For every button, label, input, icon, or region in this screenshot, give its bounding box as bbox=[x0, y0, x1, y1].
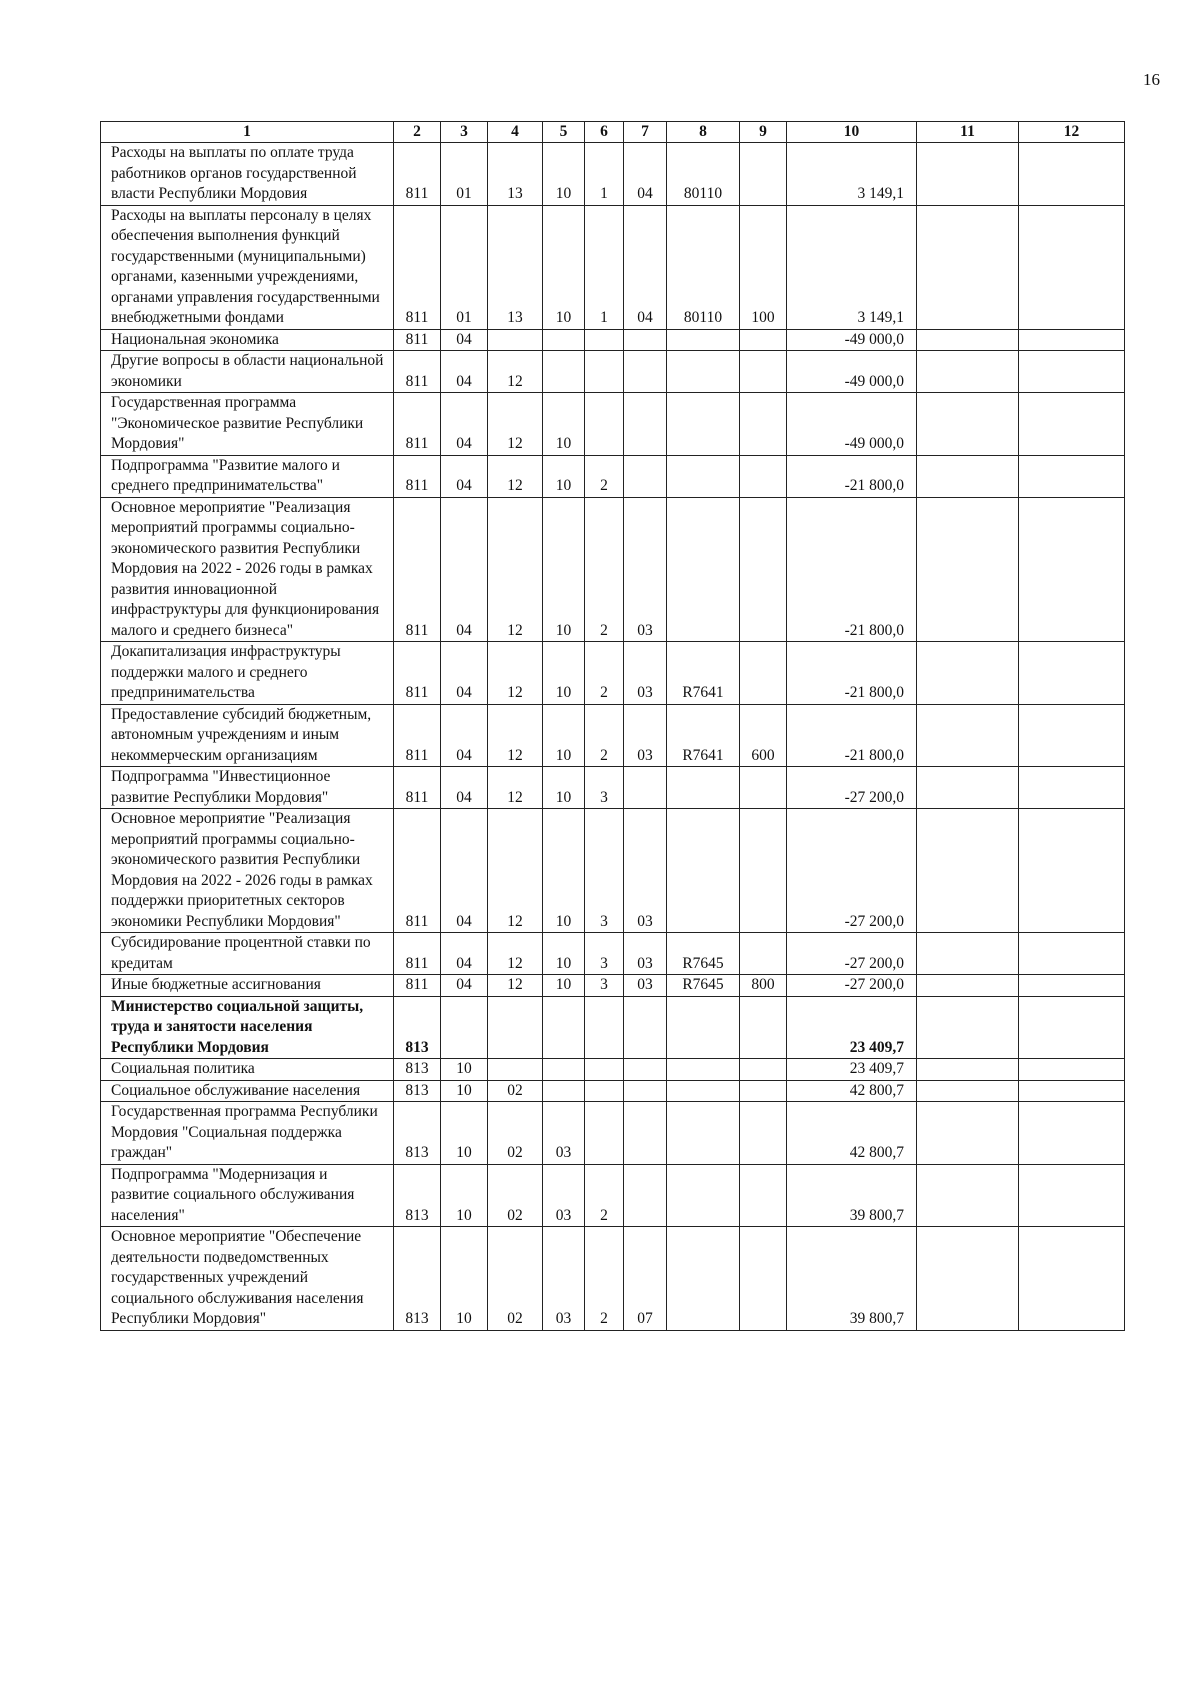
col-10-amount: -21 800,0 bbox=[787, 704, 917, 767]
col-8-direction bbox=[667, 351, 740, 393]
column-header: 11 bbox=[917, 122, 1019, 143]
row-name: Расходы на выплаты по оплате труда работников органов государственной власти Республики Мордовия bbox=[101, 143, 394, 206]
col-6-subprogram: 2 bbox=[585, 642, 624, 705]
col-9-expense-type bbox=[740, 809, 787, 933]
col-7-measure bbox=[624, 767, 667, 809]
col-11-cell bbox=[917, 767, 1019, 809]
col-3-section: 01 bbox=[441, 143, 488, 206]
col-3-section: 04 bbox=[441, 975, 488, 997]
col-7-measure: 03 bbox=[624, 642, 667, 705]
col-6-subprogram: 2 bbox=[585, 497, 624, 642]
table-row bbox=[101, 351, 1125, 393]
col-6-subprogram: 3 bbox=[585, 933, 624, 975]
col-8-direction: R7645 bbox=[667, 975, 740, 997]
col-4-subsection bbox=[488, 1059, 543, 1081]
col-4-subsection: 02 bbox=[488, 1227, 543, 1331]
col-2-admin-code: 811 bbox=[394, 642, 441, 705]
col-2-admin-code: 813 bbox=[394, 1227, 441, 1331]
col-9-expense-type bbox=[740, 497, 787, 642]
col-5-program: 10 bbox=[543, 393, 585, 456]
col-8-direction bbox=[667, 455, 740, 497]
col-8-direction: R7641 bbox=[667, 642, 740, 705]
col-7-measure bbox=[624, 351, 667, 393]
col-5-program: 10 bbox=[543, 642, 585, 705]
col-4-subsection: 12 bbox=[488, 704, 543, 767]
row-name: Основное мероприятие "Реализация мероприятий программы социально-экономического развития Республики Мордовия на 2022 - 2026 годы в рамках поддержки приоритетных секторов экономики Республики Мордовия" bbox=[101, 809, 394, 933]
column-header: 2 bbox=[394, 122, 441, 143]
col-9-expense-type bbox=[740, 642, 787, 705]
col-6-subprogram bbox=[585, 1080, 624, 1102]
col-9-expense-type bbox=[740, 1059, 787, 1081]
col-8-direction: R7641 bbox=[667, 704, 740, 767]
col-2-admin-code: 811 bbox=[394, 704, 441, 767]
table-row bbox=[101, 205, 1125, 329]
col-12-cell bbox=[1019, 975, 1125, 997]
col-4-subsection: 02 bbox=[488, 1164, 543, 1227]
col-7-measure: 03 bbox=[624, 933, 667, 975]
table-row bbox=[101, 767, 1125, 809]
col-9-expense-type bbox=[740, 329, 787, 351]
col-11-cell bbox=[917, 975, 1019, 997]
col-8-direction bbox=[667, 497, 740, 642]
col-4-subsection: 12 bbox=[488, 809, 543, 933]
col-7-measure: 07 bbox=[624, 1227, 667, 1331]
col-8-direction bbox=[667, 1164, 740, 1227]
col-4-subsection: 12 bbox=[488, 642, 543, 705]
col-11-cell bbox=[917, 1227, 1019, 1331]
col-10-amount: 3 149,1 bbox=[787, 205, 917, 329]
col-9-expense-type: 800 bbox=[740, 975, 787, 997]
table-row bbox=[101, 1227, 1125, 1331]
column-header: 7 bbox=[624, 122, 667, 143]
col-11-cell bbox=[917, 704, 1019, 767]
col-3-section: 04 bbox=[441, 767, 488, 809]
col-10-amount: -27 200,0 bbox=[787, 809, 917, 933]
col-4-subsection: 12 bbox=[488, 933, 543, 975]
col-6-subprogram bbox=[585, 351, 624, 393]
table-row bbox=[101, 1102, 1125, 1165]
row-name: Расходы на выплаты персоналу в целях обеспечения выполнения функций государственными (муниципальными) органами, казенными учреждениями, органами управления государственными внебюджетными фондами bbox=[101, 205, 394, 329]
col-4-subsection: 12 bbox=[488, 393, 543, 456]
col-3-section: 04 bbox=[441, 329, 488, 351]
col-8-direction: R7645 bbox=[667, 933, 740, 975]
col-4-subsection: 12 bbox=[488, 351, 543, 393]
table-row bbox=[101, 642, 1125, 705]
column-header: 3 bbox=[441, 122, 488, 143]
col-6-subprogram: 2 bbox=[585, 455, 624, 497]
col-6-subprogram: 2 bbox=[585, 1164, 624, 1227]
col-4-subsection: 02 bbox=[488, 1080, 543, 1102]
col-3-section: 04 bbox=[441, 455, 488, 497]
col-10-amount: -27 200,0 bbox=[787, 975, 917, 997]
table-row bbox=[101, 809, 1125, 933]
col-8-direction bbox=[667, 1059, 740, 1081]
col-5-program: 10 bbox=[543, 205, 585, 329]
col-9-expense-type bbox=[740, 351, 787, 393]
col-9-expense-type bbox=[740, 143, 787, 206]
col-8-direction bbox=[667, 1227, 740, 1331]
table-row bbox=[101, 393, 1125, 456]
col-11-cell bbox=[917, 393, 1019, 456]
col-10-amount: -27 200,0 bbox=[787, 767, 917, 809]
col-11-cell bbox=[917, 329, 1019, 351]
col-2-admin-code: 811 bbox=[394, 497, 441, 642]
col-8-direction bbox=[667, 767, 740, 809]
col-6-subprogram: 1 bbox=[585, 205, 624, 329]
col-3-section: 01 bbox=[441, 205, 488, 329]
col-2-admin-code: 811 bbox=[394, 351, 441, 393]
col-12-cell bbox=[1019, 329, 1125, 351]
col-5-program: 10 bbox=[543, 767, 585, 809]
row-name: Подпрограмма "Модернизация и развитие социального обслуживания населения" bbox=[101, 1164, 394, 1227]
col-5-program: 03 bbox=[543, 1102, 585, 1165]
col-3-section: 04 bbox=[441, 809, 488, 933]
col-4-subsection: 12 bbox=[488, 497, 543, 642]
col-4-subsection: 12 bbox=[488, 767, 543, 809]
col-7-measure: 04 bbox=[624, 143, 667, 206]
col-12-cell bbox=[1019, 996, 1125, 1059]
col-11-cell bbox=[917, 809, 1019, 933]
col-12-cell bbox=[1019, 933, 1125, 975]
col-12-cell bbox=[1019, 1080, 1125, 1102]
col-7-measure bbox=[624, 393, 667, 456]
col-12-cell bbox=[1019, 767, 1125, 809]
col-9-expense-type bbox=[740, 1080, 787, 1102]
table-row bbox=[101, 704, 1125, 767]
col-11-cell bbox=[917, 1164, 1019, 1227]
column-header: 12 bbox=[1019, 122, 1125, 143]
col-10-amount: -21 800,0 bbox=[787, 642, 917, 705]
col-12-cell bbox=[1019, 497, 1125, 642]
table-row bbox=[101, 143, 1125, 206]
row-name: Субсидирование процентной ставки по кредитам bbox=[101, 933, 394, 975]
col-5-program: 03 bbox=[543, 1227, 585, 1331]
table-row bbox=[101, 329, 1125, 351]
col-12-cell bbox=[1019, 143, 1125, 206]
col-2-admin-code: 811 bbox=[394, 933, 441, 975]
col-3-section: 10 bbox=[441, 1059, 488, 1081]
row-name: Другие вопросы в области национальной экономики bbox=[101, 351, 394, 393]
col-5-program bbox=[543, 351, 585, 393]
col-12-cell bbox=[1019, 704, 1125, 767]
col-12-cell bbox=[1019, 1227, 1125, 1331]
col-12-cell bbox=[1019, 455, 1125, 497]
col-2-admin-code: 811 bbox=[394, 329, 441, 351]
col-10-amount: 3 149,1 bbox=[787, 143, 917, 206]
col-5-program bbox=[543, 329, 585, 351]
col-7-measure bbox=[624, 455, 667, 497]
col-6-subprogram: 3 bbox=[585, 809, 624, 933]
page-number: 16 bbox=[1143, 70, 1160, 89]
col-12-cell bbox=[1019, 1102, 1125, 1165]
row-name: Основное мероприятие "Обеспечение деятельности подведомственных государственных учреждений социального обслуживания населения Республики Мордовия" bbox=[101, 1227, 394, 1331]
column-header: 4 bbox=[488, 122, 543, 143]
col-9-expense-type bbox=[740, 1227, 787, 1331]
col-4-subsection: 12 bbox=[488, 975, 543, 997]
col-10-amount: 39 800,7 bbox=[787, 1164, 917, 1227]
col-3-section: 10 bbox=[441, 1227, 488, 1331]
row-name: Социальное обслуживание населения bbox=[101, 1080, 394, 1102]
row-name: Докапитализация инфраструктуры поддержки малого и среднего предпринимательства bbox=[101, 642, 394, 705]
col-12-cell bbox=[1019, 809, 1125, 933]
col-3-section: 10 bbox=[441, 1080, 488, 1102]
col-2-admin-code: 813 bbox=[394, 1059, 441, 1081]
col-8-direction bbox=[667, 329, 740, 351]
col-9-expense-type bbox=[740, 1164, 787, 1227]
col-7-measure bbox=[624, 1059, 667, 1081]
row-name: Государственная программа Республики Мордовия "Социальная поддержка граждан" bbox=[101, 1102, 394, 1165]
col-8-direction bbox=[667, 1080, 740, 1102]
col-10-amount: -49 000,0 bbox=[787, 393, 917, 456]
col-3-section: 10 bbox=[441, 1102, 488, 1165]
col-2-admin-code: 813 bbox=[394, 996, 441, 1059]
col-3-section: 10 bbox=[441, 1164, 488, 1227]
col-7-measure: 04 bbox=[624, 205, 667, 329]
col-11-cell bbox=[917, 497, 1019, 642]
col-2-admin-code: 811 bbox=[394, 205, 441, 329]
col-7-measure bbox=[624, 1164, 667, 1227]
col-6-subprogram: 1 bbox=[585, 143, 624, 206]
col-6-subprogram: 3 bbox=[585, 975, 624, 997]
col-2-admin-code: 811 bbox=[394, 143, 441, 206]
col-8-direction: 80110 bbox=[667, 143, 740, 206]
col-5-program: 10 bbox=[543, 143, 585, 206]
col-4-subsection bbox=[488, 996, 543, 1059]
col-7-measure bbox=[624, 996, 667, 1059]
row-name: Государственная программа "Экономическое развитие Республики Мордовия" bbox=[101, 393, 394, 456]
col-10-amount: 42 800,7 bbox=[787, 1102, 917, 1165]
col-11-cell bbox=[917, 1059, 1019, 1081]
col-9-expense-type bbox=[740, 1102, 787, 1165]
table-body bbox=[101, 143, 1125, 1331]
row-name: Министерство социальной защиты, труда и занятости населения Республики Мордовия bbox=[101, 996, 394, 1059]
col-2-admin-code: 811 bbox=[394, 975, 441, 997]
col-10-amount: 23 409,7 bbox=[787, 996, 917, 1059]
col-2-admin-code: 813 bbox=[394, 1164, 441, 1227]
col-2-admin-code: 813 bbox=[394, 1080, 441, 1102]
table-row bbox=[101, 455, 1125, 497]
column-header: 8 bbox=[667, 122, 740, 143]
col-7-measure bbox=[624, 1080, 667, 1102]
col-6-subprogram bbox=[585, 329, 624, 351]
table-row bbox=[101, 497, 1125, 642]
table-row bbox=[101, 996, 1125, 1059]
col-11-cell bbox=[917, 933, 1019, 975]
col-2-admin-code: 813 bbox=[394, 1102, 441, 1165]
col-3-section: 04 bbox=[441, 642, 488, 705]
col-9-expense-type bbox=[740, 393, 787, 456]
col-11-cell bbox=[917, 1080, 1019, 1102]
col-5-program: 10 bbox=[543, 809, 585, 933]
column-header: 9 bbox=[740, 122, 787, 143]
col-6-subprogram: 2 bbox=[585, 704, 624, 767]
col-12-cell bbox=[1019, 393, 1125, 456]
col-10-amount: -49 000,0 bbox=[787, 329, 917, 351]
col-12-cell bbox=[1019, 642, 1125, 705]
col-9-expense-type: 600 bbox=[740, 704, 787, 767]
col-2-admin-code: 811 bbox=[394, 393, 441, 456]
col-10-amount: 23 409,7 bbox=[787, 1059, 917, 1081]
row-name: Предоставление субсидий бюджетным, автономным учреждениям и иным некоммерческим организациям bbox=[101, 704, 394, 767]
table-row bbox=[101, 1080, 1125, 1102]
col-12-cell bbox=[1019, 205, 1125, 329]
col-5-program: 10 bbox=[543, 933, 585, 975]
col-5-program: 10 bbox=[543, 704, 585, 767]
col-11-cell bbox=[917, 455, 1019, 497]
col-6-subprogram bbox=[585, 996, 624, 1059]
col-10-amount: 42 800,7 bbox=[787, 1080, 917, 1102]
table-row bbox=[101, 933, 1125, 975]
col-12-cell bbox=[1019, 1059, 1125, 1081]
col-11-cell bbox=[917, 1102, 1019, 1165]
column-header: 5 bbox=[543, 122, 585, 143]
col-2-admin-code: 811 bbox=[394, 455, 441, 497]
col-11-cell bbox=[917, 351, 1019, 393]
col-6-subprogram bbox=[585, 1059, 624, 1081]
column-header: 10 bbox=[787, 122, 917, 143]
row-name: Иные бюджетные ассигнования bbox=[101, 975, 394, 997]
col-7-measure bbox=[624, 1102, 667, 1165]
col-6-subprogram: 3 bbox=[585, 767, 624, 809]
col-4-subsection: 02 bbox=[488, 1102, 543, 1165]
col-9-expense-type bbox=[740, 996, 787, 1059]
col-5-program bbox=[543, 1059, 585, 1081]
col-12-cell bbox=[1019, 1164, 1125, 1227]
col-11-cell bbox=[917, 143, 1019, 206]
col-3-section: 04 bbox=[441, 351, 488, 393]
col-8-direction bbox=[667, 809, 740, 933]
col-4-subsection bbox=[488, 329, 543, 351]
col-9-expense-type: 100 bbox=[740, 205, 787, 329]
col-10-amount: -21 800,0 bbox=[787, 455, 917, 497]
col-3-section: 04 bbox=[441, 704, 488, 767]
col-6-subprogram bbox=[585, 393, 624, 456]
table-row bbox=[101, 1164, 1125, 1227]
col-2-admin-code: 811 bbox=[394, 809, 441, 933]
col-10-amount: -27 200,0 bbox=[787, 933, 917, 975]
row-name: Подпрограмма "Инвестиционное развитие Республики Мордовия" bbox=[101, 767, 394, 809]
col-11-cell bbox=[917, 996, 1019, 1059]
table-row bbox=[101, 1059, 1125, 1081]
col-7-measure: 03 bbox=[624, 809, 667, 933]
col-6-subprogram bbox=[585, 1102, 624, 1165]
col-4-subsection: 13 bbox=[488, 205, 543, 329]
col-5-program: 10 bbox=[543, 455, 585, 497]
col-4-subsection: 12 bbox=[488, 455, 543, 497]
col-3-section: 04 bbox=[441, 933, 488, 975]
col-3-section bbox=[441, 996, 488, 1059]
row-name: Подпрограмма "Развитие малого и среднего предпринимательства" bbox=[101, 455, 394, 497]
col-7-measure bbox=[624, 329, 667, 351]
col-12-cell bbox=[1019, 351, 1125, 393]
col-3-section: 04 bbox=[441, 393, 488, 456]
col-5-program: 10 bbox=[543, 975, 585, 997]
col-10-amount: 39 800,7 bbox=[787, 1227, 917, 1331]
col-7-measure: 03 bbox=[624, 975, 667, 997]
col-7-measure: 03 bbox=[624, 704, 667, 767]
col-5-program: 03 bbox=[543, 1164, 585, 1227]
col-9-expense-type bbox=[740, 767, 787, 809]
col-7-measure: 03 bbox=[624, 497, 667, 642]
row-name: Социальная политика bbox=[101, 1059, 394, 1081]
col-5-program: 10 bbox=[543, 497, 585, 642]
col-11-cell bbox=[917, 205, 1019, 329]
col-10-amount: -21 800,0 bbox=[787, 497, 917, 642]
budget-table bbox=[100, 121, 1125, 1331]
col-5-program bbox=[543, 1080, 585, 1102]
col-11-cell bbox=[917, 642, 1019, 705]
table-row bbox=[101, 975, 1125, 997]
col-5-program bbox=[543, 996, 585, 1059]
col-6-subprogram: 2 bbox=[585, 1227, 624, 1331]
col-9-expense-type bbox=[740, 455, 787, 497]
col-8-direction bbox=[667, 393, 740, 456]
column-header: 6 bbox=[585, 122, 624, 143]
col-4-subsection: 13 bbox=[488, 143, 543, 206]
table-header-row bbox=[101, 122, 1125, 143]
column-header: 1 bbox=[101, 122, 394, 143]
col-2-admin-code: 811 bbox=[394, 767, 441, 809]
col-8-direction: 80110 bbox=[667, 205, 740, 329]
col-8-direction bbox=[667, 1102, 740, 1165]
row-name: Основное мероприятие "Реализация мероприятий программы социально-экономического развития Республики Мордовия на 2022 - 2026 годы в рамках развития инновационной инфраструктуры для функционирования малого и среднего бизнеса" bbox=[101, 497, 394, 642]
col-8-direction bbox=[667, 996, 740, 1059]
col-3-section: 04 bbox=[441, 497, 488, 642]
col-10-amount: -49 000,0 bbox=[787, 351, 917, 393]
row-name: Национальная экономика bbox=[101, 329, 394, 351]
col-9-expense-type bbox=[740, 933, 787, 975]
